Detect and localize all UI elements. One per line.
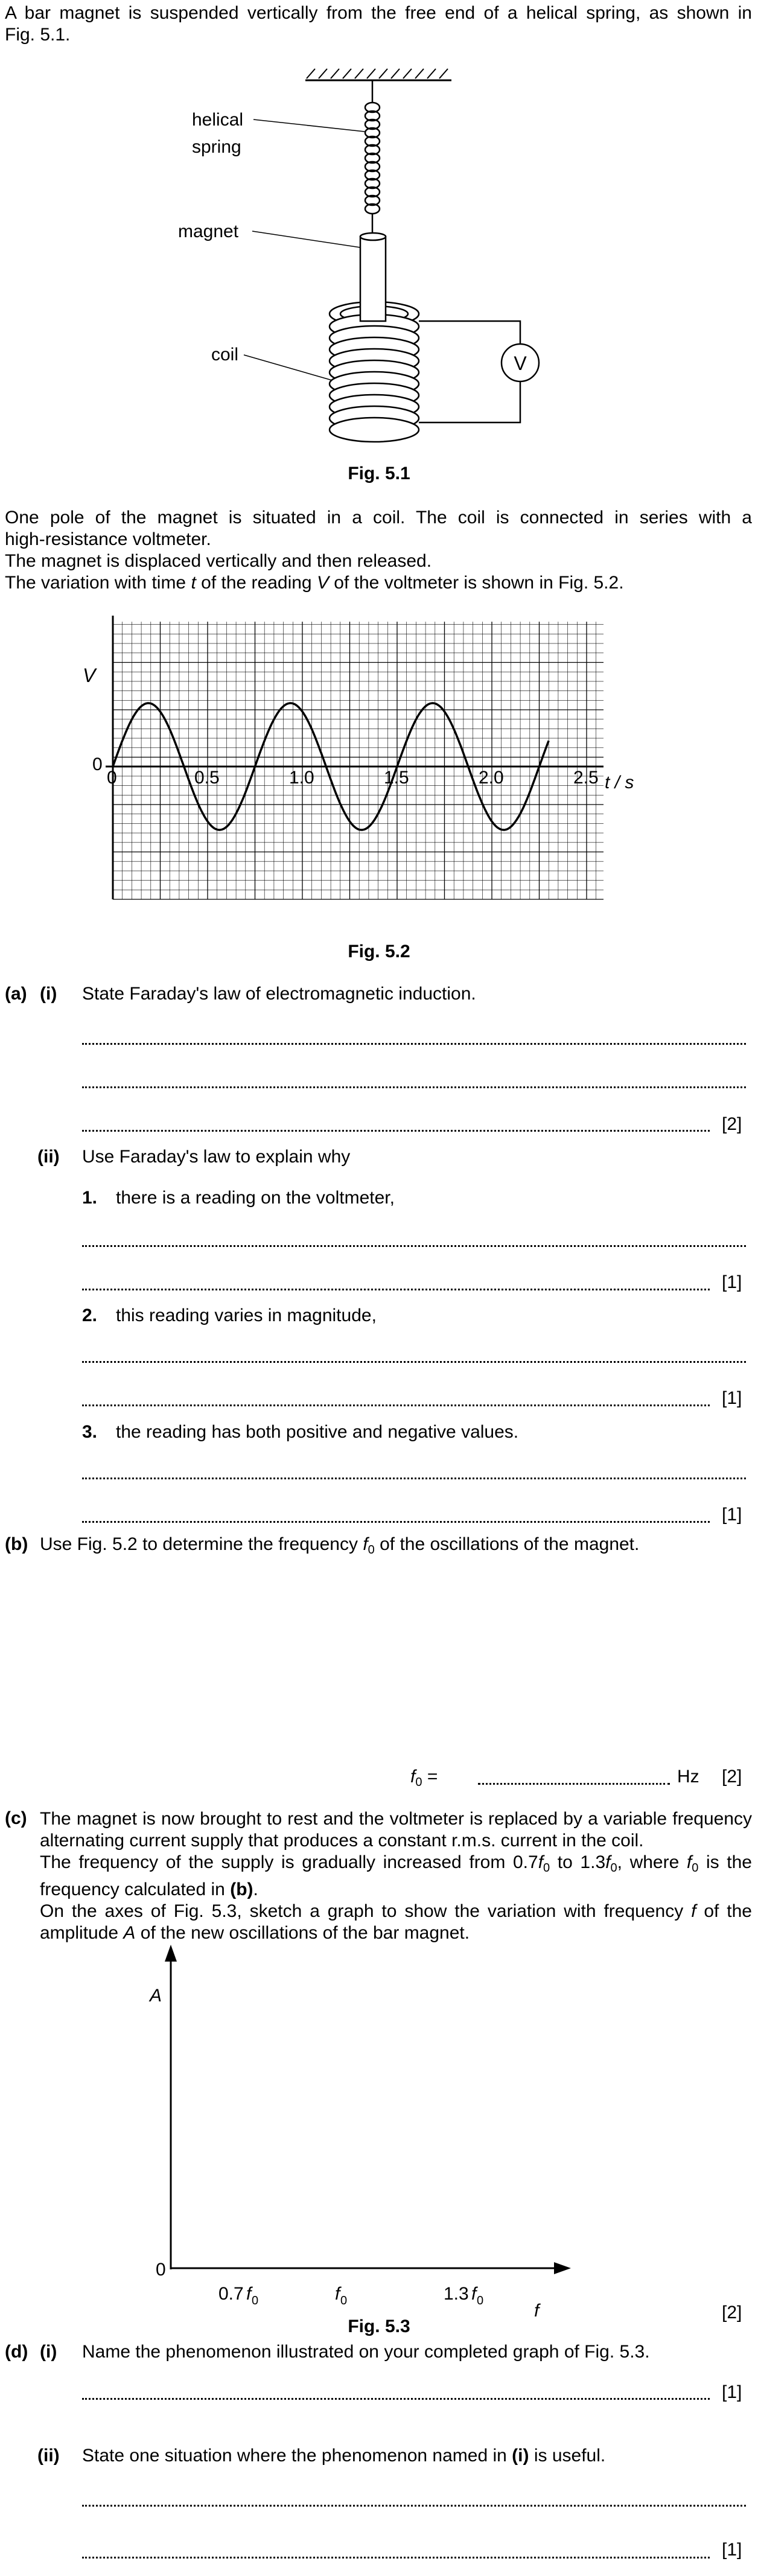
fig-5-3-caption: Fig. 5.3: [348, 2316, 410, 2336]
qa-i-answer-line-3[interactable]: [82, 1130, 710, 1132]
desc-line-2: high-resistance voltmeter.: [5, 529, 211, 549]
qa-i-label: (i): [40, 984, 57, 1004]
voltmeter: [502, 344, 539, 381]
qc-text: [40, 1808, 752, 1944]
fig-5-1-caption: Fig. 5.1: [348, 464, 410, 483]
qd-label: (d): [5, 2342, 28, 2362]
desc-line-1: One pole of the magnet is situated in a coil. The coil is connected in series with a: [5, 508, 752, 528]
qa-ii-text: Use Faraday's law to explain why: [82, 1147, 351, 1167]
desc-line-4: The variation with time t of the reading V of the voltmeter is shown in Fig. 5.2.: [5, 573, 624, 593]
fig-5-1-apparatus: [0, 0, 758, 483]
qa-label: (a): [5, 984, 27, 1004]
label-spring: spring: [192, 137, 241, 157]
qb-unit: Hz: [677, 1767, 699, 1787]
x-tick-label: 1.0: [289, 768, 314, 788]
qa-i-text: State Faraday's law of electromagnetic induction.: [82, 984, 476, 1004]
qd-ii-answer-line-1[interactable]: [82, 2505, 746, 2507]
leader-coil: [244, 355, 332, 380]
x-axis-arrow-icon: [554, 2262, 571, 2274]
tick-f0-f: f: [335, 2284, 340, 2304]
qa-p2-label: 2.: [82, 1306, 98, 1325]
desc-line-3: The magnet is displaced vertically and then released.: [5, 551, 432, 571]
x-tick-label: 0: [107, 768, 117, 788]
intro-line-1: A bar magnet is suspended vertically from the free end of a helical spring, as shown in: [5, 3, 752, 23]
x-tick-f0: [335, 2284, 347, 2307]
label-magnet: magnet: [178, 222, 239, 241]
tick-1-3-f: f: [471, 2284, 477, 2304]
qa-ii-label: (ii): [37, 1147, 60, 1167]
qd-ii-answer-line-2[interactable]: [82, 2557, 710, 2558]
qb-text: Use Fig. 5.2 to determine the frequency $f_0$ of the oscillations of the magnet.: [40, 1534, 640, 1557]
x-axis-label: t / s: [605, 773, 634, 792]
qa-p2-answer-line-1[interactable]: [82, 1361, 746, 1363]
x-tick-label: 0.5: [194, 768, 220, 788]
tick-0-7-coefficient: 0.7: [218, 2284, 244, 2304]
x-tick-1-3f0: [444, 2284, 483, 2307]
qc-line-2: alternating current supply that produces a constant r.m.s. current in the coil.: [40, 1831, 644, 1851]
coil: [330, 302, 419, 442]
qc-line-4: frequency calculated in (b).: [40, 1879, 258, 1899]
qc-line-1: The magnet is now brought to rest and the voltmeter is replaced by a variable frequency: [40, 1809, 752, 1829]
qc-label: (c): [5, 1808, 27, 1828]
qc-line-3: The frequency of the supply is gradually increased from $0.7f_0$ to $1.3f_0$, where $f_0$ is the: [40, 1852, 752, 1875]
qb-answer-symbol: $f_0$ =: [410, 1767, 438, 1789]
y-axis-arrow-icon: [165, 1945, 177, 1962]
qa-p2-answer-line-2[interactable]: [82, 1404, 710, 1406]
qa-i-mark: [2]: [722, 1114, 742, 1134]
qa-p1-text: there is a reading on the voltmeter,: [116, 1188, 395, 1208]
bar-magnet: [360, 233, 386, 321]
qd-i-label: (i): [40, 2342, 57, 2362]
qc-mark: [2]: [722, 2303, 742, 2323]
qa-i-answer-line-1[interactable]: [82, 1043, 746, 1045]
qd-i-answer-line[interactable]: [82, 2398, 710, 2400]
y-axis-label: V: [83, 665, 96, 686]
tick-1-3-sub: 0: [477, 2294, 484, 2307]
qa-p1-answer-line-2[interactable]: [82, 1289, 710, 1290]
tick-f0-sub: 0: [340, 2294, 348, 2307]
qd-ii-mark: [1]: [722, 2540, 742, 2560]
leader-spring: [253, 120, 365, 132]
x-tick-0-7f0: [218, 2284, 258, 2307]
voltmeter-symbol: V: [514, 352, 527, 374]
x-axis-label: f: [534, 2301, 540, 2321]
fig-5-2-graph: [0, 604, 758, 929]
origin-label: 0: [156, 2260, 166, 2280]
qa-p3-answer-line-2[interactable]: [82, 1521, 710, 1523]
qa-p1-mark: [1]: [722, 1272, 742, 1292]
leader-magnet: [252, 231, 360, 247]
x-tick-label: 2.0: [479, 768, 504, 788]
qa-p3-label: 3.: [82, 1422, 98, 1442]
y-axis-label: A: [150, 1986, 162, 2006]
qd-i-mark: [1]: [722, 2382, 742, 2402]
x-tick-label: 1.5: [384, 768, 409, 788]
tick-0-7-sub: 0: [252, 2294, 259, 2307]
qa-p3-answer-line-1[interactable]: [82, 1478, 746, 1479]
label-coil: coil: [211, 345, 239, 365]
qd-ii-text: State one situation where the phenomenon named in (i) is useful.: [82, 2446, 606, 2466]
qd-ii-label: (ii): [37, 2446, 60, 2466]
fig-5-3-axes: [0, 1931, 758, 2321]
qa-p2-mark: [1]: [722, 1388, 742, 1408]
qa-i-answer-line-2[interactable]: [82, 1086, 746, 1088]
intro-line-2: Fig. 5.1.: [5, 25, 71, 45]
qb-answer-line[interactable]: [478, 1783, 670, 1785]
y-tick-label: 0: [92, 754, 103, 774]
qc-line-6: amplitude A of the new oscillations of the bar magnet.: [40, 1923, 470, 1943]
qb-label: (b): [5, 1534, 28, 1554]
helical-spring: [365, 80, 380, 234]
qc-line-5: On the axes of Fig. 5.3, sketch a graph to show the variation with frequency f of the: [40, 1901, 752, 1921]
qa-p1-answer-line-1[interactable]: [82, 1245, 746, 1247]
qa-p1-label: 1.: [82, 1188, 98, 1208]
tick-1-3-coefficient: 1.3: [444, 2284, 469, 2304]
qa-p3-mark: [1]: [722, 1505, 742, 1525]
qb-mark: [2]: [722, 1767, 742, 1787]
ceiling-support: [305, 69, 451, 80]
qa-p2-text: this reading varies in magnitude,: [116, 1306, 377, 1325]
description-text: [5, 507, 752, 594]
qd-i-text: Name the phenomenon illustrated on your completed graph of Fig. 5.3.: [82, 2342, 650, 2362]
tick-0-7-f: f: [246, 2284, 252, 2304]
label-helical: helical: [192, 110, 244, 130]
fig-5-2-caption: Fig. 5.2: [348, 942, 410, 961]
qa-p3-text: the reading has both positive and negative values.: [116, 1422, 519, 1442]
x-tick-label: 2.5: [573, 768, 599, 788]
